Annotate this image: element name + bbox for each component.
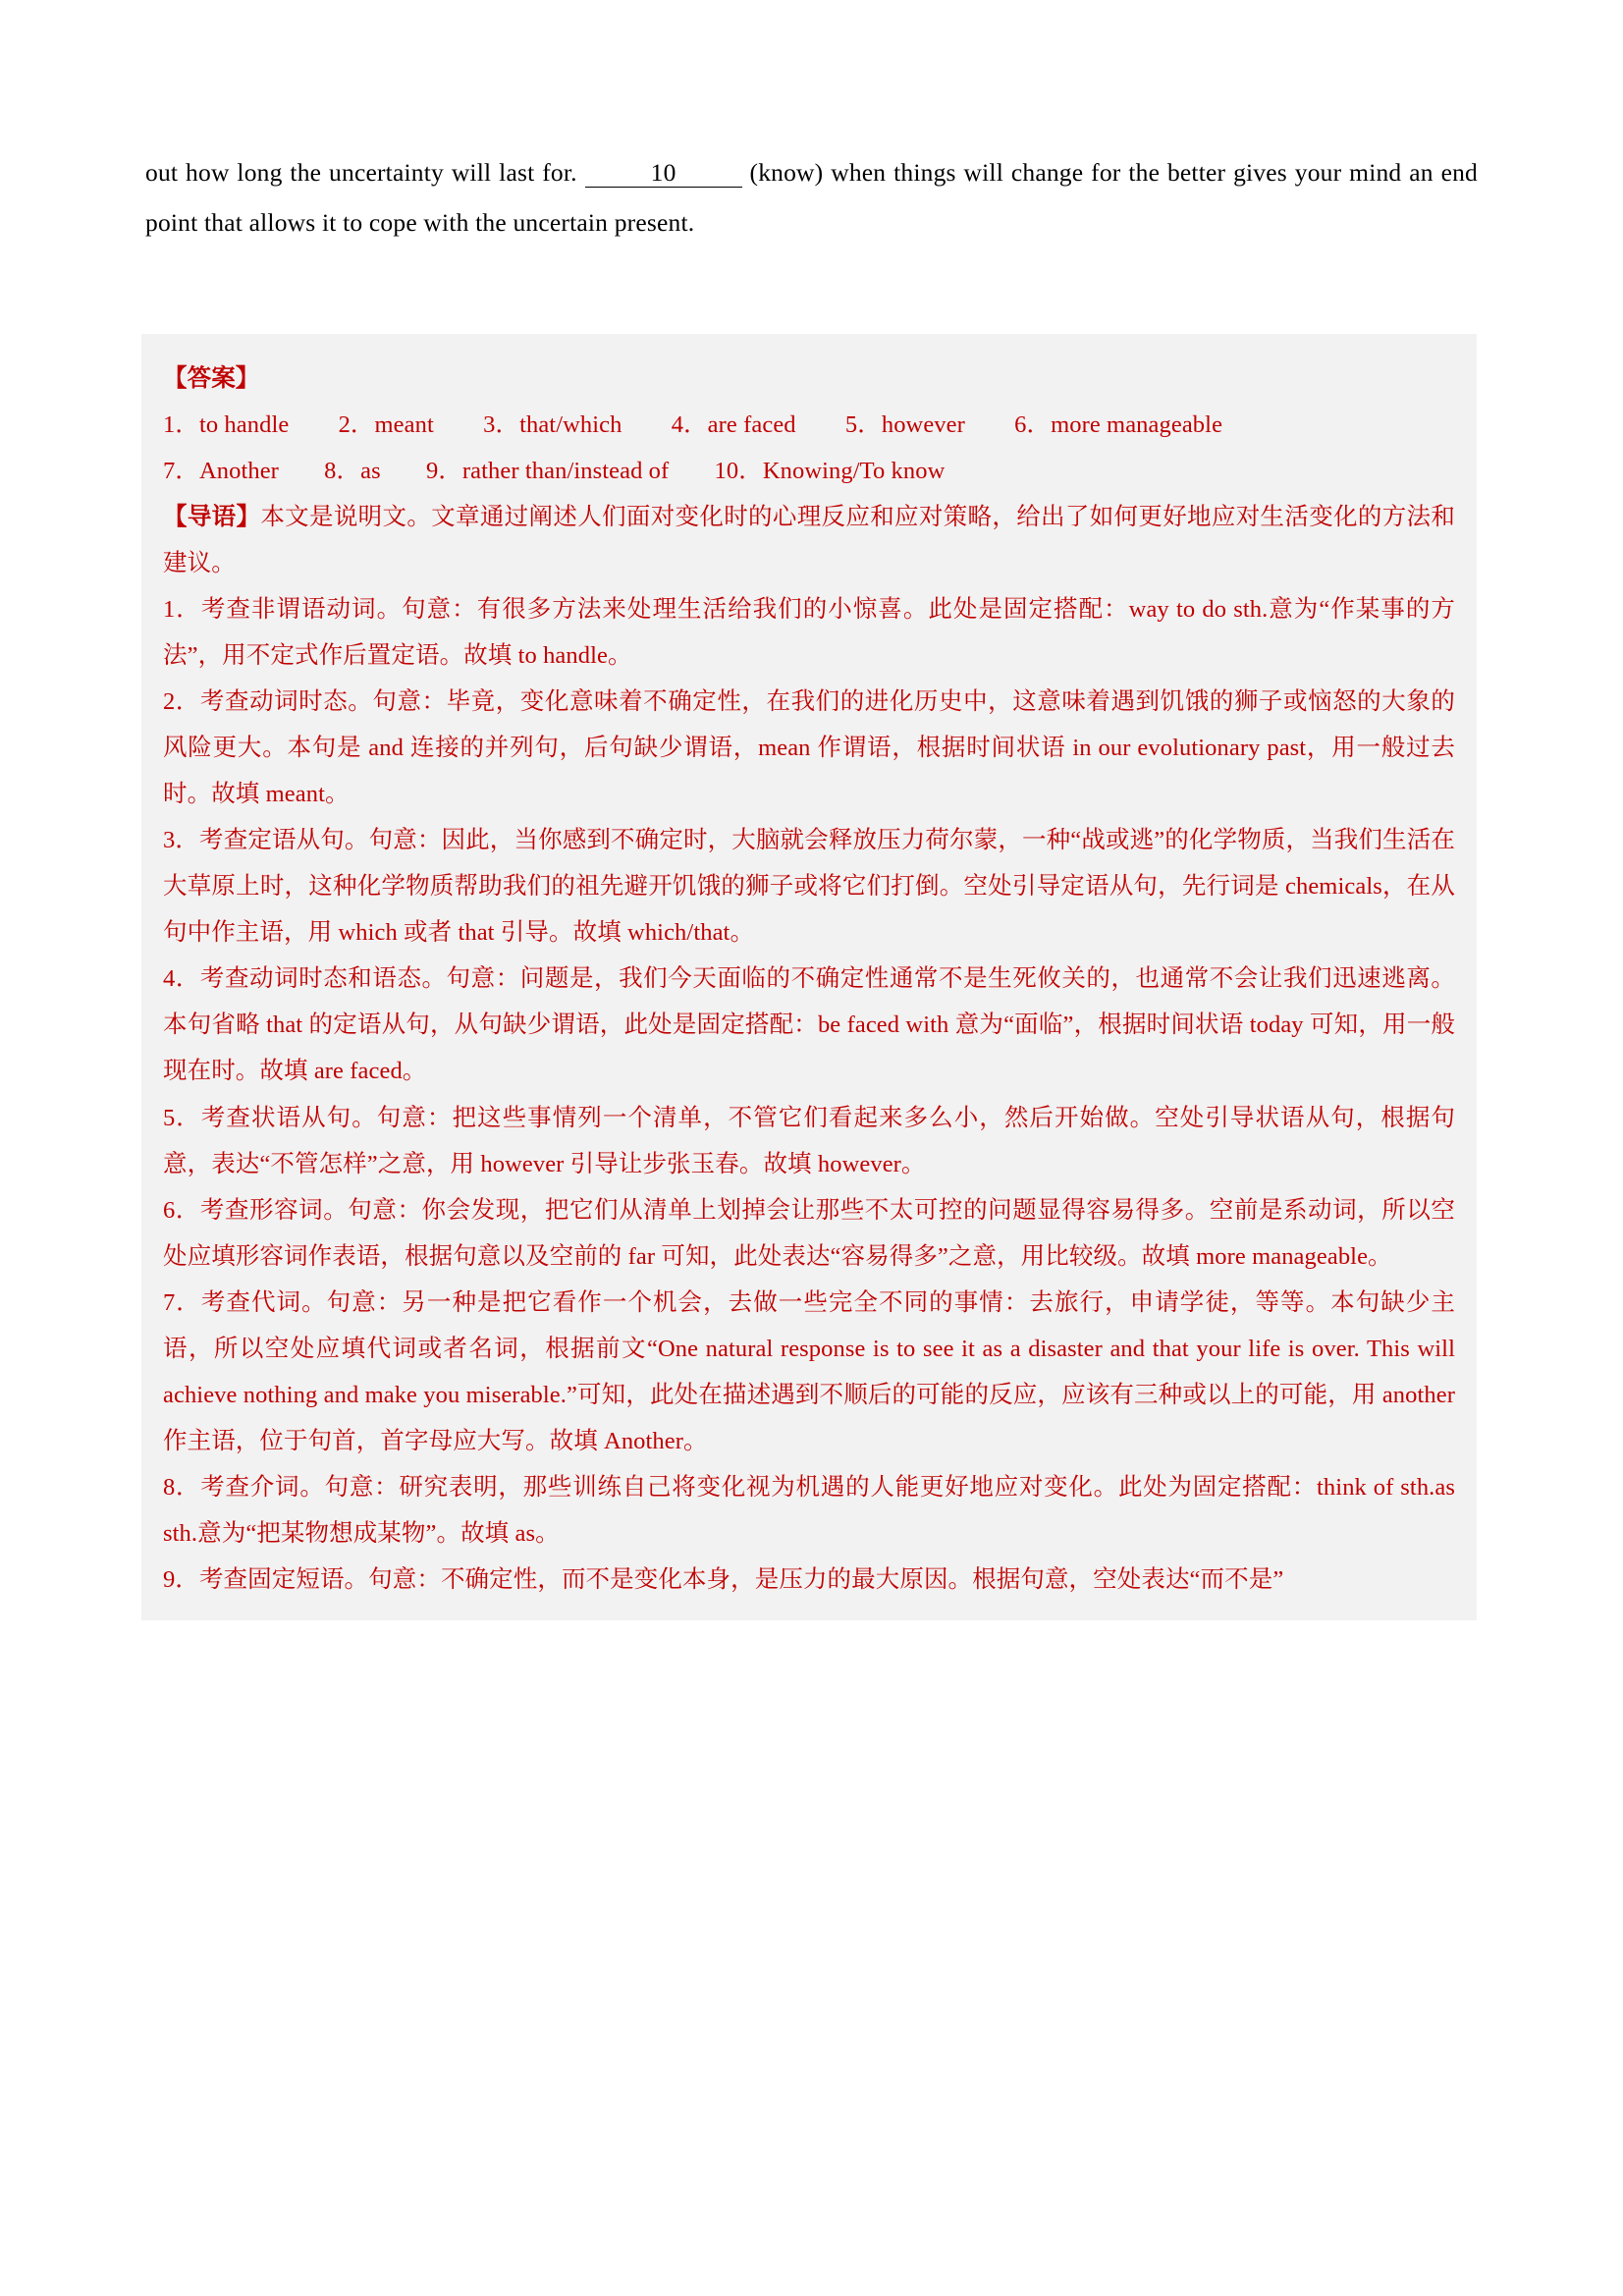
answer-explanation-block: [141, 334, 1477, 1620]
answer-item-8: 8．as: [324, 458, 381, 485]
answer-item-4: 4．are faced: [671, 411, 796, 439]
explanation-5: 5．考查状语从句。句意：把这些事情列一个清单，不管它们看起来多么小，然后开始做。空处引导状语从句，根据句意，表达“不管怎样”之意，用 however 引导让步张玉春。故填 however。: [163, 1104, 1455, 1177]
answer-item-10: 10．Knowing/To know: [714, 458, 946, 485]
explanation-1: 1．考查非谓语动词。句意：有很多方法来处理生活给我们的小惊喜。此处是固定搭配：way to do sth.意为“作某事的方法”，用不定式作后置定语。故填 to handle。: [163, 596, 1455, 670]
answer-title: 【答案】: [163, 365, 260, 392]
explanation-4: 4．考查动词时态和语态。句意：问题是，我们今天面临的不确定性通常不是生死攸关的，也通常不会让我们迅速逃离。本句省略 that 的定语从句，从句缺少谓语，此处是固定搭配：be faced with 意为“面临”，根据时间状语 today 可知，用一般现在时。故填 are faced。: [163, 965, 1455, 1085]
guide-label: 【导语】: [163, 504, 261, 531]
answer-item-9: 9．rather than/instead of: [425, 458, 670, 485]
stem-text-after: (know) when things will change for the better gives your mind an end point that allows it to cope with the uncertain present.: [145, 158, 1479, 237]
explanation-2: 2．考查动词时态。句意：毕竟，变化意味着不确定性，在我们的进化历史中，这意味着遇到饥饿的狮子或恼怒的大象的风险更大。本句是 and 连接的并列句，后句缺少谓语，mean 作谓语，根据时间状语 in our evolutionary past，用一般过去时。故填 meant。: [163, 688, 1455, 808]
answer-row-1: [163, 402, 1455, 448]
answer-item-6: 6．more manageable: [1014, 411, 1223, 439]
answer-row-2: [163, 448, 1455, 494]
explanation-3: 3．考查定语从句。句意：因此，当你感到不确定时，大脑就会释放压力荷尔蒙，一种“战或逃”的化学物质，当我们生活在大草原上时，这种化学物质帮助我们的祖先避开饥饿的狮子或将它们打倒。空处引导定语从句，先行词是 chemicals，在从句中作主语，用 which 或者 that 引导。故填 which/that。: [163, 827, 1455, 947]
explanation-7: 7．考查代词。句意：另一种是把它看作一个机会，去做一些完全不同的事情：去旅行，申请学徒，等等。本句缺少主语，所以空处应填代词或者名词，根据前文“One natural response is to see it as a disaster and that your life is over. This will achieve nothing and make you miserable.”可知，此处在描述遇到不顺后的可能的反应，应该有三种或以上的可能，用 another 作主语，位于句首，首字母应大写。故填 Another。: [163, 1288, 1455, 1454]
fill-in-blank-10: 10: [585, 160, 742, 188]
explanation-6: 6．考查形容词。句意：你会发现，把它们从清单上划掉会让那些不太可控的问题显得容易得多。空前是系动词，所以空处应填形容词作表语，根据句意以及空前的 far 可知，此处表达“容易得多”之意，用比较级。故填 more manageable。: [163, 1196, 1455, 1270]
answer-item-1: 1．to handle: [163, 411, 290, 439]
question-stem: [145, 147, 1478, 247]
answer-item-3: 3．that/which: [483, 411, 622, 439]
guide-paragraph: [163, 494, 1455, 586]
answer-item-2: 2．meant: [338, 411, 434, 439]
explanation-8: 8．考查介词。句意：研究表明，那些训练自己将变化视为机遇的人能更好地应对变化。此处为固定搭配：think of sth.as sth.意为“把某物想成某物”。故填 as。: [163, 1473, 1455, 1547]
answer-item-7: 7．Another: [163, 458, 279, 485]
stem-text-before: out how long the uncertainty will last for.: [145, 158, 577, 187]
explanation-9: 9．考查固定短语。句意：不确定性，而不是变化本身，是压力的最大原因。根据句意，空处表达“而不是”: [163, 1565, 1284, 1593]
answer-item-5: 5．however: [844, 411, 965, 439]
guide-text: 本文是说明文。文章通过阐述人们面对变化时的心理反应和应对策略，给出了如何更好地应对生活变化的方法和建议。: [163, 504, 1455, 577]
